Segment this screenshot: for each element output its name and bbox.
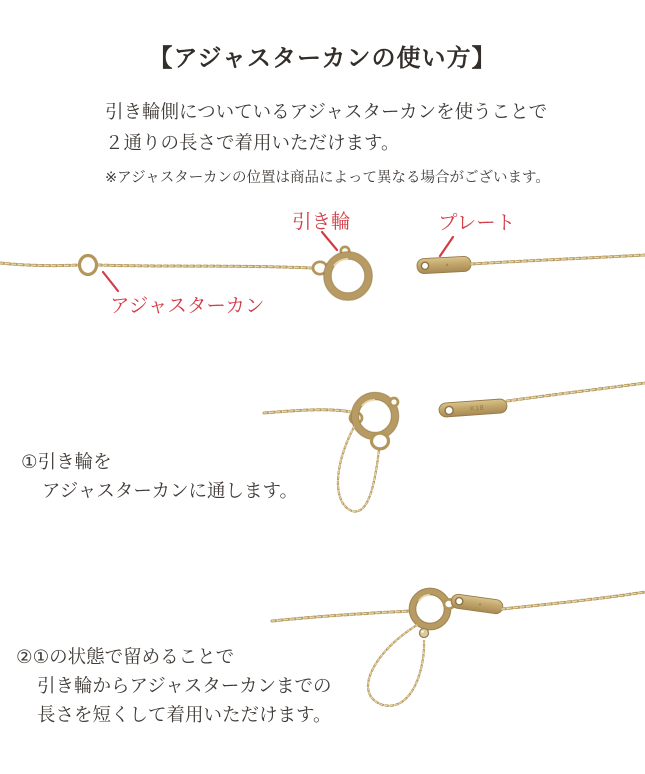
page-title: 【アジャスターカンの使い方】 [148, 45, 497, 72]
chain-right-segment [507, 383, 645, 401]
hanging-chain-loop [368, 625, 424, 706]
plate [450, 593, 503, 614]
spring-clasp [324, 247, 373, 300]
chain-right-segment [502, 592, 645, 609]
label-adjuster: アジャスターカン [110, 295, 265, 317]
pointer-line-clasp-ring [322, 232, 337, 250]
intro-line-2: ２通りの長さで着用いただけます。 [105, 132, 400, 153]
intro-text [105, 96, 575, 187]
intro-line-1: 引き輪側についているアジャスターカンを使うことで [105, 101, 548, 122]
spring-clasp [351, 392, 398, 439]
step2-text [16, 642, 332, 729]
step1-line-1: ①引き輪を [21, 451, 112, 472]
adjuster-ring [372, 433, 389, 449]
chain-bead [420, 629, 429, 638]
label-clasp-ring: 引き輪 [292, 211, 351, 233]
step2-line-1: ②①の状態で留めることで [16, 646, 235, 667]
label-plate: プレート [438, 212, 516, 234]
step1-text [21, 447, 298, 505]
step1-line-2: アジャスターカンに通します。 [42, 480, 299, 501]
spring-clasp [409, 588, 451, 630]
pointer-line-adjuster [103, 272, 118, 291]
adjuster-ring [80, 256, 97, 275]
plate-stamp: K18 [469, 404, 485, 413]
intro-note: ※アジャスターカンの位置は商品によって異なる場合がございます。 [105, 170, 550, 186]
chain-right-segment [471, 255, 645, 264]
clasp-knob [390, 398, 398, 406]
plate [417, 256, 472, 274]
chain-left-segment [272, 611, 411, 621]
chain-left-segment [0, 263, 311, 268]
step2-line-2: 引き輪からアジャスターカンまでの [37, 675, 332, 696]
step2-line-3: 長さを短くして着用いただけます。 [37, 704, 332, 725]
plate [439, 399, 508, 418]
pointer-line-plate [440, 237, 453, 256]
chain-left-segment [264, 410, 351, 413]
